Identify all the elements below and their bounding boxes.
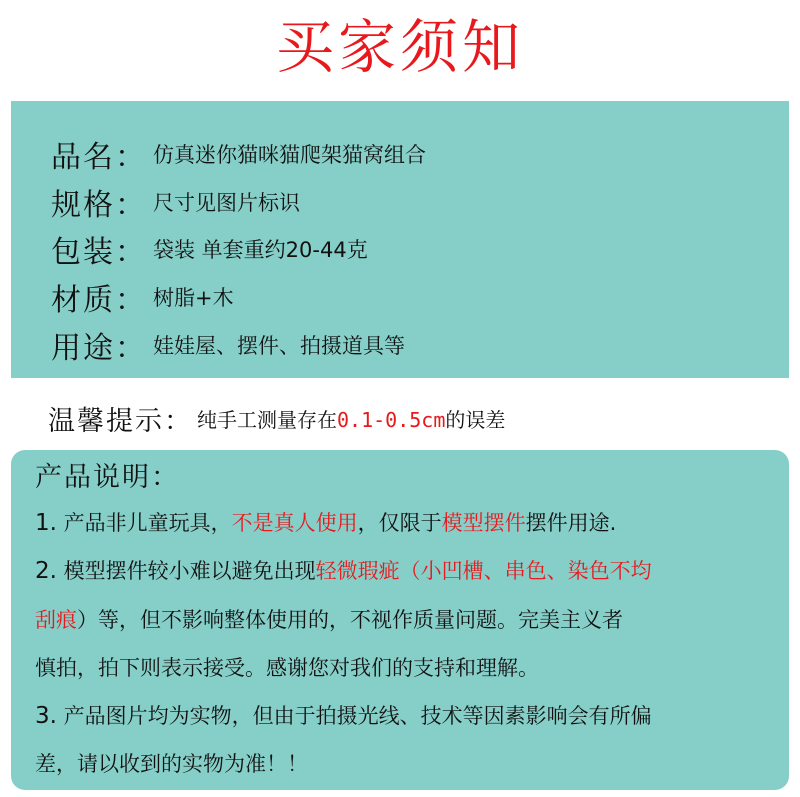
product-info-panel — [11, 101, 789, 378]
tip-text-after: 的误差 — [445, 407, 506, 432]
material-label: 材质： — [51, 283, 147, 318]
item-1-number: 1. — [35, 510, 57, 536]
warm-tip — [48, 398, 505, 438]
spec-value: 尺寸见图片标识 — [153, 191, 300, 215]
material-value: 树脂+木 — [153, 286, 234, 310]
tip-text-before: 纯手工测量存在 — [197, 407, 337, 432]
description-title: 产品说明： — [35, 462, 180, 493]
item-2-highlight-a: 轻微瑕疵（小凹槽、串色、染色不均 — [315, 559, 652, 583]
description-item-2-line-2 — [35, 604, 623, 636]
item-1-text-a: 产品非儿童玩具， — [63, 511, 232, 535]
tip-text — [197, 404, 505, 433]
item-2-number: 2. — [35, 558, 57, 584]
item-2-highlight-b: 刮痕 — [35, 608, 77, 632]
description-item-1 — [35, 507, 616, 539]
package-value: 袋装 单套重约20-44克 — [153, 238, 368, 262]
info-row-spec — [51, 182, 300, 222]
info-row-material — [51, 277, 234, 317]
usage-label: 用途： — [51, 331, 147, 366]
tip-range: 0.1-0.5cm — [337, 407, 446, 432]
item-2-text-a: 模型摆件较小难以避免出现 — [63, 559, 316, 583]
info-row-name — [51, 134, 426, 174]
item-2-text-d: ）等，但不影响整体使用的，不视作质量问题。完美主义者 — [77, 608, 623, 632]
name-label: 品名： — [51, 140, 147, 175]
description-item-2-line-1 — [35, 555, 652, 587]
item-1-text-c: ，仅限于 — [357, 511, 442, 535]
info-row-package — [51, 229, 368, 269]
tip-label: 温馨提示： — [48, 405, 193, 437]
package-label: 包装： — [51, 235, 147, 270]
item-3-number: 3. — [35, 703, 57, 729]
item-3-text-a: 产品图片均为实物，但由于拍摄光线、技术等因素影响会有所偏 — [63, 704, 652, 728]
item-1-highlight-a: 不是真人使用 — [231, 511, 358, 535]
spec-label: 规格： — [51, 188, 147, 223]
item-2-text-e: 慎拍，拍下则表示接受。感谢您对我们的支持和理解。 — [35, 656, 539, 680]
product-description-panel — [11, 450, 789, 790]
usage-value: 娃娃屋、摆件、拍摄道具等 — [153, 334, 405, 358]
item-1-highlight-b: 模型摆件 — [441, 511, 526, 535]
name-value: 仿真迷你猫咪猫爬架猫窝组合 — [153, 143, 426, 167]
description-item-3-line-2 — [35, 748, 308, 780]
page-title: 买家须知 — [275, 13, 524, 81]
description-item-2-line-3 — [35, 652, 539, 684]
item-1-text-e: 摆件用途. — [525, 511, 617, 535]
item-3-text-b: 差，请以收到的实物为准！！ — [35, 752, 308, 776]
description-item-3-line-1 — [35, 700, 652, 732]
info-row-usage — [51, 325, 405, 365]
